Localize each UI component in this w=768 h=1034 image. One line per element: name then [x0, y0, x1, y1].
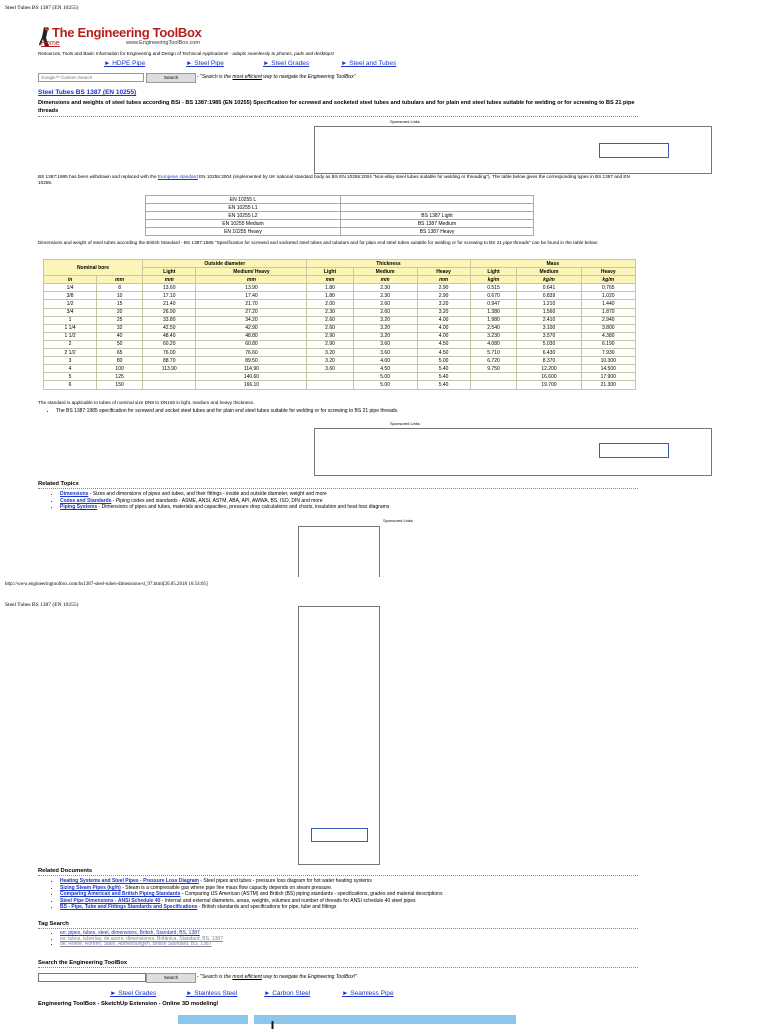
table-cell: 3.20	[353, 316, 417, 324]
table-row	[44, 308, 636, 316]
table-cell: 4.00	[353, 357, 417, 365]
table-cell: 12.200	[517, 365, 581, 373]
table-cell: 26.90	[143, 308, 196, 316]
table-row	[44, 300, 636, 308]
table-cell: 3.20	[353, 324, 417, 332]
table-row	[44, 340, 636, 348]
ad-box-tall[interactable]	[298, 526, 380, 577]
table-cell: 4	[44, 365, 97, 373]
nav-steel-and-tubes[interactable]: ► Steel and Tubes	[341, 60, 397, 67]
table-cell: 3.20	[417, 308, 470, 316]
table-row: EN 10255 L2 BS 1387 Light	[146, 212, 534, 220]
table-cell: 17.900	[581, 373, 635, 381]
page-title[interactable]: Steel Tubes BS 1387 (EN 10255)	[38, 89, 137, 96]
table-cell: 4.00	[417, 324, 470, 332]
table-cell: 2 1/2	[44, 349, 97, 357]
logo-title[interactable]: The Engineering ToolBox	[52, 25, 202, 40]
table-cell: 13.90	[196, 284, 307, 292]
table-cell: 76.60	[196, 349, 307, 357]
table-cell: 48.40	[143, 332, 196, 340]
table-cell: 13.60	[143, 284, 196, 292]
tag-search-title: Tag Search	[38, 921, 69, 927]
home-link[interactable]: Home	[41, 40, 60, 47]
tagline: Resources, Tools and Basic Information for Engineering and Design of Technical Applications! - adapts seamlessly to phones, pads and desktops!	[38, 51, 335, 56]
sponsored-label: Sponsored Links	[390, 421, 420, 426]
table-cell: 4.50	[353, 365, 417, 373]
note-list	[38, 408, 636, 415]
table-cell: 1.380	[470, 308, 517, 316]
table-cell: 3.230	[470, 332, 517, 340]
search-button[interactable]: Search	[146, 73, 196, 83]
table-cell: 21.300	[581, 381, 635, 389]
divider	[38, 875, 638, 876]
table-cell: 8	[97, 284, 143, 292]
page-subtitle: Dimensions and weights of steel tubes according BSi - BS 1387:1985 (EN 10255) Specification for screwed and socketed steel tubes and tubulars and for plain end steel tubes suitable for welding or for screwing to BS 21 pipe threads	[38, 100, 635, 114]
table-cell: 50	[97, 340, 143, 348]
ad-button[interactable]	[599, 443, 669, 458]
table-row	[44, 324, 636, 332]
table-cell: 4.00	[417, 316, 470, 324]
list-item: • Steel Pipe Dimensions - ANSI Schedule 40 - Internal and external diameters, areas, weights, volumes and number of threads for ANSI schedule 40 steel pipes	[60, 898, 650, 905]
table-cell: 5.00	[353, 373, 417, 381]
table-cell: 1/4	[44, 284, 97, 292]
table-cell: 4.50	[417, 340, 470, 348]
table-cell: 3.20	[307, 349, 353, 357]
intro-text: BS 1387:1985 has been withdrawn and replaced with the European standard EN 10255:2004 (implemented by UK national standard body as BS EN 10255:2004 "Non-alloy steel tubes suitable for welding or threading"). The table below gives the corresponding types in BS 1387 and EN 10255.	[38, 174, 630, 185]
logo-url: www.EngineeringToolBox.com	[126, 40, 200, 46]
table-cell: 3.60	[353, 340, 417, 348]
table-cell: 1.560	[517, 308, 581, 316]
table-cell: 42.50	[143, 324, 196, 332]
table-cell: 0.947	[470, 300, 517, 308]
table-cell: 1.440	[581, 300, 635, 308]
table-cell: 0.641	[517, 284, 581, 292]
header-nominal-bore: Nominal bore	[44, 260, 143, 276]
ad-button[interactable]	[311, 828, 368, 842]
ad-box-tall[interactable]	[298, 606, 380, 865]
table-cell: 34.20	[196, 316, 307, 324]
related-documents-list	[42, 878, 650, 911]
table-cell: 4.380	[581, 332, 635, 340]
table-cell: 88.70	[143, 357, 196, 365]
nav-steel-grades[interactable]: ► Steel Grades	[110, 990, 157, 997]
table-cell: 89.50	[196, 357, 307, 365]
ad-button[interactable]	[599, 143, 669, 158]
table-cell: 60.80	[196, 340, 307, 348]
table-cell: 5.030	[517, 340, 581, 348]
table-cell: 3.570	[517, 332, 581, 340]
divider	[38, 967, 638, 968]
table-cell: 80	[97, 357, 143, 365]
table-cell	[143, 373, 196, 381]
table-row	[44, 284, 636, 292]
table-cell: 20	[97, 308, 143, 316]
nav-hdpe-pipe[interactable]: ► HDPE Pipe	[104, 60, 146, 67]
table-cell: 4.50	[417, 349, 470, 357]
table-cell: 3/4	[44, 308, 97, 316]
table-cell: 0.765	[581, 284, 635, 292]
table-cell: 125	[97, 373, 143, 381]
table-row	[44, 357, 636, 365]
table-cell	[470, 381, 517, 389]
list-item: • Codes and Standards - Piping codes and standards - ASME, ANSI, ASTM, ABA, API, AWWA, BS, ISO, DIN and more	[60, 498, 650, 505]
list-item: • Comparing American and British Piping Standards - Comparing US American (ASTM) and British (BS) piping standards - specifications, grades and material descriptions	[60, 891, 650, 898]
figure-icon	[270, 1016, 275, 1024]
dimensions-table: Nominal bore Outside diameter Thickness Mass Light Medium/ Heavy Light Medium Heavy Light Medium Heavy in mm mm mm mm mm mm kg/m kg/m kg/m 1/4 8 13.60 13.90 1.80 2.30 2.90 0.515 0.641 0.765 3/8 10 17.10 17.40 1.80 2.30 2.90 0.670 0.839 1.020 1/2 15 21.40 21.70 2.00 2.60 3.20 0.947 1.210 1.440 3/4 20 26.90 27.20 2.30 2.60 3.20 1.380 1.560 1.870 1 25 33.80 34.20 2.60 3.20 4.00 1.980 2.410 2.940 1 1/4 32 42.50 42.90 2.60 3.20 4.00 2.540 3.100 3.800 1 1/2 40 48.40 48.80 2.90 3.20 4.00 3.230 3.570 4.380 2 50 60.20 60.80 2.90 3.60 4.50 4.080 5.030 6.190 2 1/2 65 76.00 76.60 3.20 3.60 4.50 5.710 6.430 7.930 3 80 88.70 89.50 3.20 4.00 5.00 6.720 8.370 10.300 4 100 113.90 114.90 3.60 4.50 5.40 9.750 12.200 14.500 5 125 140.60 5.00 5.40 16.600 17.900 6 150 166.10 5.00 5.40 19.700 21.300	[43, 259, 636, 390]
related-topics-title: Related Topics	[38, 481, 79, 487]
table-row: EN 10255 Medium BS 1387 Medium	[146, 220, 534, 228]
table-row	[44, 365, 636, 373]
table-cell	[143, 381, 196, 389]
table-cell: 114.90	[196, 365, 307, 373]
table-cell: 15	[97, 300, 143, 308]
table-cell: 3.60	[353, 349, 417, 357]
sketchup-title: Engineering ToolBox - SketchUp Extension - Online 3D modeling!	[38, 1001, 219, 1007]
table-cell: 0.670	[470, 292, 517, 300]
search-input[interactable]	[38, 973, 146, 982]
table-cell: 33.80	[143, 316, 196, 324]
table-cell: 113.90	[143, 365, 196, 373]
table-cell: 3.800	[581, 324, 635, 332]
list-item: • The BS 1387:1985 specification for screwed and socket steel tubes and for plain end steel tubes suitable for welding or for screwing to BS 21 pipe threads.	[56, 408, 636, 415]
related-documents-title: Related Documents	[38, 868, 93, 874]
table-cell: 2.30	[353, 292, 417, 300]
nav-steel-pipe[interactable]: ► Steel Pipe	[186, 60, 224, 67]
table-cell: 2.30	[307, 308, 353, 316]
table-cell: 42.90	[196, 324, 307, 332]
search-title: Search the Engineering ToolBox	[38, 960, 128, 966]
table-row	[44, 381, 636, 389]
table-cell: 1	[44, 316, 97, 324]
table-cell: 2.940	[581, 316, 635, 324]
table-cell: 48.80	[196, 332, 307, 340]
sponsored-label: Sponsored Links	[383, 518, 413, 523]
table-cell: 10.300	[581, 357, 635, 365]
list-item: • Piping Systems - Dimensions of pipes and tubes, materials and capacities, pressure drop calculations and charts, insulation and heat loss diagrams	[60, 504, 650, 511]
search-hint: - "Search is the most efficient way to navigate the Engineering ToolBox"	[197, 74, 356, 80]
table-cell: 5.40	[417, 373, 470, 381]
table-cell: 2.00	[307, 300, 353, 308]
table-cell	[470, 373, 517, 381]
table-cell: 2.60	[307, 316, 353, 324]
table-cell: 6	[44, 381, 97, 389]
table-cell: 1.980	[470, 316, 517, 324]
list-item: • en: pipes, tubes, steel, dimensions, British, Standard, BS, 1387	[60, 931, 650, 937]
header-mass: Mass	[470, 260, 635, 268]
table-cell: 21.70	[196, 300, 307, 308]
table-cell: 3.100	[517, 324, 581, 332]
list-item: • es: tubos, tuberías, de acero, dimensiones, Británica, Standard, BS, 1387	[60, 937, 650, 943]
table-cell: 25	[97, 316, 143, 324]
print-header: Steel Tubes BS 1387 (EN 10255)	[5, 602, 79, 608]
search-input[interactable]	[38, 73, 144, 82]
table-cell: 10	[97, 292, 143, 300]
search-hint: - "Search is the most efficient way to navigate the Engineering ToolBox!"	[197, 974, 357, 980]
table-cell: 3.60	[307, 365, 353, 373]
table-cell: 0.515	[470, 284, 517, 292]
table-cell: 2.540	[470, 324, 517, 332]
table-cell: 2.90	[307, 340, 353, 348]
table-cell: 5	[44, 373, 97, 381]
list-item: • BS - Pipe, Tube and Fittings Standards and Specifications - British standards and specifications for pipe, tube and fittings	[60, 904, 650, 911]
table-cell: 6.430	[517, 349, 581, 357]
related-topics-list	[42, 491, 650, 511]
table-cell: 1.80	[307, 284, 353, 292]
list-item: • Sizing Steam Pipes (kg/h) - Steam is a compressible gas where pipe line mass flow capacity depends on steam pressure.	[60, 885, 650, 892]
table-cell: 3.20	[353, 332, 417, 340]
sketchup-banner-right[interactable]	[254, 1015, 516, 1024]
table-cell: 6.720	[470, 357, 517, 365]
table-cell: 5.40	[417, 381, 470, 389]
table-cell: 100	[97, 365, 143, 373]
table-cell: 1.80	[307, 292, 353, 300]
table-row	[44, 373, 636, 381]
table-cell: 4.080	[470, 340, 517, 348]
table-cell: 2.30	[353, 284, 417, 292]
list-item: • Heating Systems and Steel Pipes - Pressure Loss Diagram - Steel pipes and tubes - pressure loss diagram for hot water heating systems	[60, 878, 650, 885]
divider	[38, 928, 638, 929]
header-outside-diameter: Outside diameter	[143, 260, 307, 268]
search-button[interactable]: Search	[146, 973, 196, 983]
table-cell: 9.750	[470, 365, 517, 373]
table-row	[44, 316, 636, 324]
table-cell: 3.20	[307, 357, 353, 365]
table-cell: 1/2	[44, 300, 97, 308]
table-cell: 19.700	[517, 381, 581, 389]
table-cell: 60.20	[143, 340, 196, 348]
table-cell: 1.870	[581, 308, 635, 316]
table-row: EN 10255 Heavy BS 1387 Heavy	[146, 228, 534, 236]
table-cell: 16.600	[517, 373, 581, 381]
table-row: EN 10255 L	[146, 196, 534, 204]
nav-stainless-steel[interactable]: ► Stainless Steel	[186, 990, 238, 997]
sketchup-banner-left[interactable]	[178, 1015, 248, 1024]
table-cell: 2	[44, 340, 97, 348]
table-cell: 2.90	[417, 284, 470, 292]
nav-steel-grades[interactable]: ► Steel Grades	[263, 60, 310, 67]
table-cell: 5.00	[353, 381, 417, 389]
table-cell: 1.210	[517, 300, 581, 308]
table-cell: 5.710	[470, 349, 517, 357]
table-cell: 140.60	[196, 373, 307, 381]
table-cell: 17.40	[196, 292, 307, 300]
table-cell: 7.930	[581, 349, 635, 357]
table-row	[44, 349, 636, 357]
header-thickness: Thickness	[307, 260, 470, 268]
table-cell: 4.00	[417, 332, 470, 340]
table-cell: 21.40	[143, 300, 196, 308]
table-cell: 8.370	[517, 357, 581, 365]
table-cell: 17.10	[143, 292, 196, 300]
table-cell: 14.500	[581, 365, 635, 373]
tag-search-list	[42, 931, 650, 948]
table-cell: 3	[44, 357, 97, 365]
note-applicability: The standard is applicable to tubes of nominal size DN8 to DN150 in light, medium and heavy thickness.	[38, 400, 255, 405]
table-cell	[307, 373, 353, 381]
nav-seamless-pipe[interactable]: ► Seamless Pipe	[342, 990, 394, 997]
table-cell: 2.90	[307, 332, 353, 340]
nav-carbon-steel[interactable]: ► Carbon Steel	[264, 990, 311, 997]
table-cell: 5.00	[417, 357, 470, 365]
table-cell: 2.60	[353, 308, 417, 316]
dimensions-text: Dimensions and weight of steel tubes according the British Standard - BS 1387:1985 "Specification for screwed and socketed steel tubes and tubulars and for plain end steel tubes suitable for welding or for screwing to BS 21 pipe threads" can be found in the table below:	[38, 240, 599, 245]
table-cell: 1 1/2	[44, 332, 97, 340]
table-cell: 0.839	[517, 292, 581, 300]
sponsored-label: Sponsored Links	[390, 119, 420, 124]
list-item: • Dimensions - Sizes and dimensions of pipes and tubes, and their fittings - inside and outside diameter, weight and more	[60, 491, 650, 498]
equivalence-table	[145, 195, 534, 236]
list-item: • de: Rohre, Röhren, Stahl, Abmessungen, British Standard, BS, 1387	[60, 942, 650, 948]
table-cell: 65	[97, 349, 143, 357]
table-cell: 2.60	[353, 300, 417, 308]
page-footer-url: http://www.engineeringtoolbox.com/bs1387-steel-tubes-dimensions-d_97.html[26.05.2018 16:54:05]	[5, 582, 208, 587]
table-cell: 3/8	[44, 292, 97, 300]
table-cell: 1.020	[581, 292, 635, 300]
table-row	[44, 292, 636, 300]
table-row	[44, 332, 636, 340]
table-cell	[307, 381, 353, 389]
print-header: Steel Tubes BS 1387 (EN 10255)	[5, 5, 79, 11]
table-cell: 6.190	[581, 340, 635, 348]
table-cell: 2.60	[307, 324, 353, 332]
table-cell: 76.00	[143, 349, 196, 357]
divider	[38, 488, 638, 489]
table-cell: 32	[97, 324, 143, 332]
table-cell: 166.10	[196, 381, 307, 389]
table-cell: 150	[97, 381, 143, 389]
table-cell: 1 1/4	[44, 324, 97, 332]
table-cell: 2.90	[417, 292, 470, 300]
table-cell: 27.20	[196, 308, 307, 316]
dimensions-table-body	[44, 284, 636, 389]
table-cell: 5.40	[417, 365, 470, 373]
divider	[38, 116, 638, 117]
table-cell: 2.410	[517, 316, 581, 324]
table-cell: 3.20	[417, 300, 470, 308]
table-row: EN 10255 L1	[146, 204, 534, 212]
table-cell: 40	[97, 332, 143, 340]
